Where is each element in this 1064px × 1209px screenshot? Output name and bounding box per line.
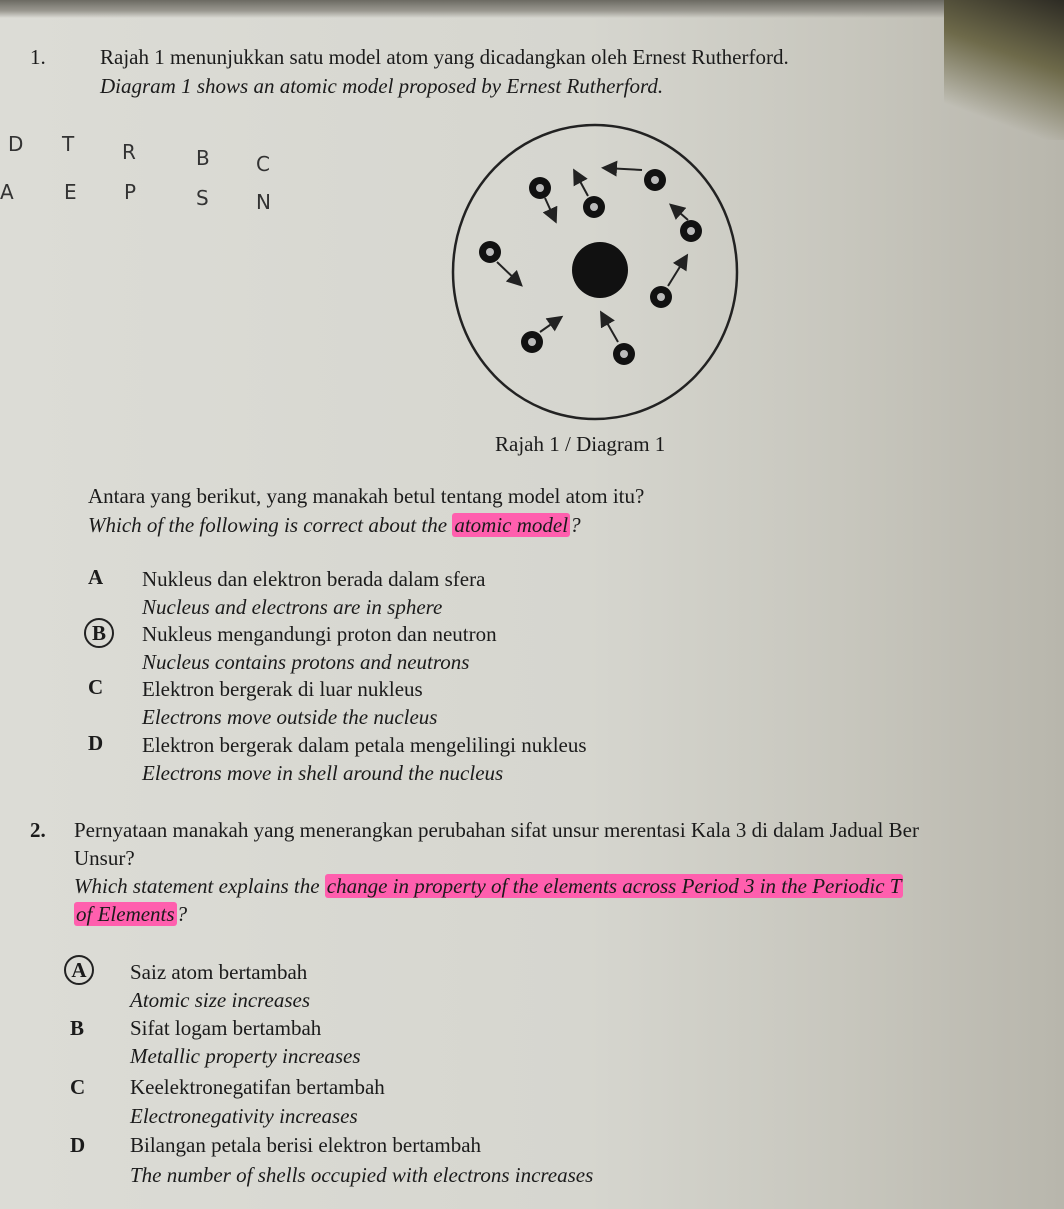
option-letter: C: [70, 1075, 86, 1099]
highlight: of Elements: [76, 902, 175, 926]
q2-text-ms-line1: Pernyataan manakah yang menerangkan perubahan sifat unsur merentasi Kala 3 di dalam Jadual Ber: [74, 818, 919, 842]
handwriting-letter: T: [62, 132, 75, 156]
option-letter: C: [88, 675, 104, 699]
handwriting-letter: B: [196, 146, 210, 170]
handwriting-letter: S: [196, 186, 209, 210]
handwriting-letter: E: [64, 180, 77, 204]
option-letter: D: [88, 731, 104, 755]
handwriting-letter: R: [122, 140, 136, 164]
electron: [605, 168, 666, 191]
electron: [529, 177, 555, 220]
q2-text-en-line1: Which statement explains the change in property of the elements across Period 3 in the Periodic T: [74, 874, 902, 898]
option-text-en: Nucleus and electrons are in sphere: [142, 595, 443, 619]
option-text-en: Atomic size increases: [130, 988, 311, 1012]
option-letter-circled: A: [64, 955, 94, 985]
highlight: atomic model: [454, 513, 569, 537]
q1-question-en: Which of the following is correct about the atomic model?: [88, 513, 581, 537]
electron: [521, 318, 560, 353]
option-text-ms: Nukleus mengandungi proton dan neutron: [142, 622, 497, 646]
option-text-en: Nucleus contains protons and neutrons: [142, 650, 470, 674]
option-letter: A: [88, 565, 104, 589]
option-letter: D: [70, 1133, 86, 1157]
electron: [602, 314, 635, 365]
q1-text-en: Diagram 1 shows an atomic model proposed by Ernest Rutherford.: [100, 74, 664, 98]
option-text-en: Electrons move outside the nucleus: [142, 705, 438, 729]
option-text-en: Metallic property increases: [130, 1044, 361, 1068]
option-text-ms: Bilangan petala berisi elektron bertambah: [130, 1133, 482, 1157]
option-text-ms: Elektron bergerak dalam petala mengelilingi nukleus: [142, 733, 587, 757]
option-text-en: Electronegativity increases: [130, 1104, 358, 1128]
option-text-ms: Saiz atom bertambah: [130, 960, 308, 984]
option-text-ms: Elektron bergerak di luar nukleus: [142, 677, 423, 701]
option-text-en: The number of shells occupied with electrons increases: [130, 1163, 594, 1187]
option-letter: B: [70, 1016, 85, 1040]
handwriting-letter: N: [256, 190, 271, 214]
nucleus: [572, 242, 628, 298]
q2-text-ms-line2: Unsur?: [74, 846, 135, 870]
option-text-ms: Sifat logam bertambah: [130, 1016, 322, 1040]
q1-number: 1.: [30, 45, 46, 69]
electron: [575, 172, 605, 218]
handwriting-letter: A: [0, 180, 14, 204]
highlight: change in property of the elements across Period 3 in the Periodic T: [326, 874, 902, 898]
q1-text-ms: Rajah 1 menunjukkan satu model atom yang dicadangkan oleh Ernest Rutherford.: [100, 45, 789, 69]
option-text-en: Electrons move in shell around the nucleus: [142, 761, 504, 785]
handwriting-letter: C: [256, 152, 270, 176]
diagram-caption: Rajah 1 / Diagram 1: [495, 432, 666, 456]
option-text-ms: Keelektronegatifan bertambah: [130, 1075, 385, 1099]
handwriting-letter: D: [8, 132, 24, 156]
electron: [672, 206, 702, 242]
option-text-ms: Nukleus dan elektron berada dalam sfera: [142, 567, 486, 591]
electron: [479, 241, 520, 284]
q1-question-ms: Antara yang berikut, yang manakah betul tentang model atom itu?: [88, 484, 645, 508]
handwriting-letter: P: [124, 180, 137, 204]
option-letter-circled: B: [84, 618, 114, 648]
q2-number: 2.: [30, 818, 46, 842]
q2-text-en-line2: of Elements?: [76, 902, 188, 926]
electron: [650, 257, 686, 308]
